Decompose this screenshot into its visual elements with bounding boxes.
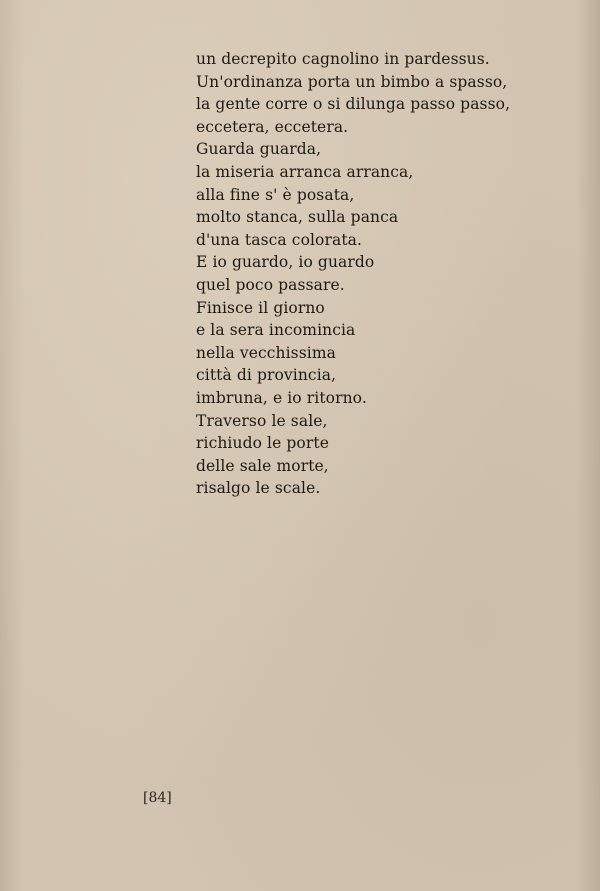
- poem-line: nella vecchissima: [196, 343, 336, 362]
- poem-line: alla fine s' è posata,: [196, 185, 355, 204]
- poem-line: la miseria arranca arranca,: [196, 162, 414, 181]
- poem-line: imbruna, e io ritorno.: [196, 388, 367, 407]
- poem-text: [196, 48, 526, 500]
- poem-line: la gente corre o si dilunga passo passo,: [196, 95, 511, 114]
- poem-line: E io guardo, io guardo: [196, 253, 375, 272]
- poem-line: eccetera, eccetera.: [196, 117, 349, 136]
- page-number: [84]: [143, 790, 172, 806]
- poem-line: Un'ordinanza porta un bimbo a spasso,: [196, 72, 508, 91]
- poem-line: molto stanca, sulla panca: [196, 208, 399, 227]
- poem-line: d'una tasca colorata.: [196, 230, 363, 249]
- poem-line: Finisce il giorno: [196, 298, 325, 317]
- poem-line: Guarda guarda,: [196, 140, 322, 159]
- poem-line: risalgo le scale.: [196, 479, 321, 498]
- poem-line: città di provincia,: [196, 366, 337, 385]
- poem-line: quel poco passare.: [196, 275, 345, 294]
- poem-line: delle sale morte,: [196, 456, 329, 475]
- poem-line: Traverso le sale,: [196, 411, 328, 430]
- poem-line: e la sera incomincia: [196, 321, 356, 340]
- poem-line: richiudo le porte: [196, 434, 329, 453]
- poem-line: un decrepito cagnolino in pardessus.: [196, 50, 490, 68]
